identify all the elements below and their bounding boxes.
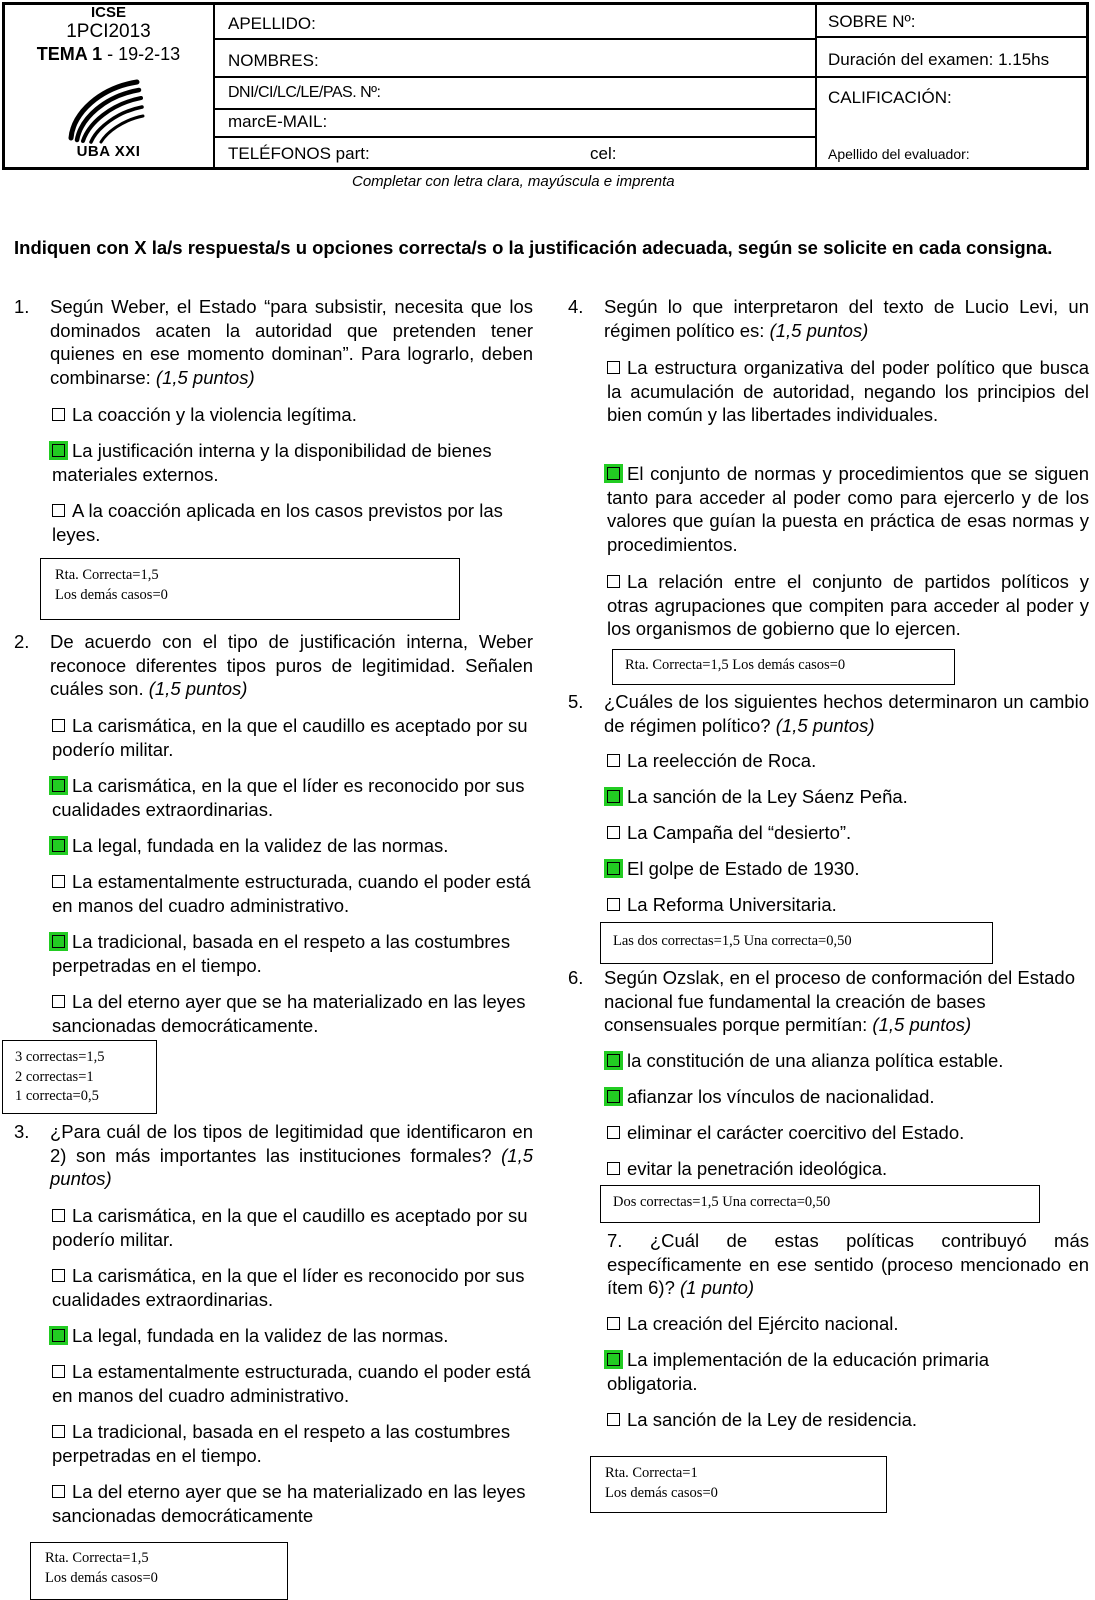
field-cel[interactable]: cel: [590, 144, 617, 163]
question-points: (1,5 puntos) [148, 678, 248, 699]
checkbox[interactable] [52, 1209, 65, 1222]
option[interactable]: La creación del Ejército nacional. [607, 1312, 1089, 1336]
option[interactable]: La Reforma Universitaria. [607, 893, 1089, 917]
option[interactable]: La legal, fundada en la validez de las normas. [52, 834, 532, 858]
question-7 [607, 1229, 1089, 1300]
question-stem: 7. ¿Cuál de estas políticas contribuyó más específicamente en ese sentido (proceso mencionado en ítem 6)? (1 punto) [607, 1230, 1089, 1298]
question-number: 3. [14, 1121, 30, 1142]
option[interactable]: La sanción de la Ley de residencia. [607, 1408, 1089, 1432]
field-apellido[interactable]: APELLIDO: [228, 14, 316, 33]
question-5 [568, 690, 1089, 737]
option[interactable]: A la coacción aplicada en los casos previstos por las leyes. [52, 500, 503, 545]
question-number: 4. [568, 296, 584, 317]
option[interactable]: La del eterno ayer que se ha materializado en las leyes sancionadas democráticamente [52, 1481, 526, 1526]
exam-code: 1PCI2013 [66, 21, 151, 42]
score-box: Rta. Correcta=1 Los demás casos=0 [590, 1456, 887, 1513]
instructions: Indiquen con X la/s respuesta/s u opciones correcta/s o la justificación adecuada, según se solicite en cada consigna. [14, 237, 1053, 258]
option[interactable]: La carismática, en la que el líder es reconocido por sus cualidades extraordinarias. [52, 775, 525, 820]
checkbox[interactable] [52, 875, 65, 888]
checkbox[interactable] [52, 1269, 65, 1282]
question-3 [14, 1120, 533, 1191]
option[interactable]: La sanción de la Ley Sáenz Peña. [607, 785, 1089, 809]
checkbox-checked[interactable] [607, 467, 620, 480]
checkbox[interactable] [607, 1162, 620, 1175]
question-1 [14, 295, 533, 389]
option[interactable]: El conjunto de normas y procedimientos que se siguen tanto para acceder al poder como para ejercerlo y de los valores que guían la puesta en práctica de esas normas y procedimientos. [607, 463, 1089, 555]
question-number: 2. [14, 631, 30, 652]
checkbox[interactable] [52, 1365, 65, 1378]
checkbox[interactable] [52, 1425, 65, 1438]
checkbox[interactable] [607, 826, 620, 839]
option[interactable]: La tradicional, basada en el respeto a las costumbres perpetradas en el tiempo. [52, 931, 511, 976]
question-stem: ¿Para cuál de los tipos de legitimidad que identificaron en 2) son más importantes las instituciones formales? (1,5 puntos) [50, 1121, 534, 1189]
checkbox-checked[interactable] [52, 1329, 65, 1342]
question-points: (1,5 puntos) [50, 1144, 534, 1189]
header-divider-right [815, 2, 817, 170]
exam-id-block [4, 5, 213, 65]
option[interactable]: La implementación de la educación primaria obligatoria. [607, 1349, 989, 1394]
header-subtitle: Completar con letra clara, mayúscula e imprenta [352, 173, 675, 190]
exam-duration: Duración del examen: 1.15hs [828, 50, 1050, 69]
score-box: Las dos correctas=1,5 Una correcta=0,50 [600, 922, 993, 964]
option[interactable]: La coacción y la violencia legítima. [52, 403, 532, 427]
question-points: (1 punto) [680, 1277, 755, 1298]
field-evaluador[interactable]: Apellido del evaluador: [828, 146, 970, 162]
question-number: 7. [607, 1230, 623, 1251]
checkbox[interactable] [607, 361, 620, 374]
option[interactable]: La carismática, en la que el líder es reconocido por sus cualidades extraordinarias. [52, 1265, 525, 1310]
tema-label: TEMA 1 [36, 44, 103, 64]
option[interactable]: La relación entre el conjunto de partidos políticos y otras agrupaciones que compiten para acceder al poder y los organismos de gobierno que lo ejercen. [607, 571, 1089, 639]
option[interactable]: La carismática, en la que el caudillo es aceptado por su poderío militar. [52, 1205, 528, 1250]
checkbox-checked[interactable] [607, 1054, 620, 1067]
option[interactable]: evitar la penetración ideológica. [607, 1157, 1089, 1181]
field-telefonos[interactable]: TELÉFONOS part: [228, 144, 370, 163]
option[interactable]: eliminar el carácter coercitivo del Estado. [607, 1121, 1089, 1145]
option[interactable]: La estamentalmente estructurada, cuando el poder está en manos del cuadro administrativo. [52, 1361, 531, 1406]
tema-date: - 19-2-13 [107, 44, 181, 64]
checkbox-checked[interactable] [607, 862, 620, 875]
checkbox[interactable] [607, 1413, 620, 1426]
checkbox-checked[interactable] [52, 839, 65, 852]
option[interactable]: afianzar los vínculos de nacionalidad. [607, 1085, 1089, 1109]
checkbox[interactable] [607, 1317, 620, 1330]
score-box: Rta. Correcta=1,5 Los demás casos=0 [612, 649, 955, 685]
field-sobre[interactable]: SOBRE Nº: [828, 12, 916, 31]
checkbox[interactable] [52, 995, 65, 1008]
option[interactable]: La justificación interna y la disponibilidad de bienes materiales externos. [52, 440, 492, 485]
option[interactable]: la constitución de una alianza política estable. [607, 1049, 1089, 1073]
checkbox[interactable] [607, 754, 620, 767]
checkbox[interactable] [607, 898, 620, 911]
checkbox-checked[interactable] [52, 779, 65, 792]
question-4 [568, 295, 1089, 342]
question-2 [14, 630, 533, 701]
question-stem: Según Weber, el Estado “para subsistir, necesita que los dominados acaten la autoridad que pretenden tener quienes en ese momento dominan”. Para lograrlo, deben combinarse: (1,5 puntos) [50, 296, 533, 388]
tema-line [4, 43, 213, 65]
header-divider-left [213, 2, 215, 170]
question-stem: ¿Cuáles de los siguientes hechos determinaron un cambio de régimen político? (1,5 puntos) [604, 691, 1089, 736]
question-number: 6. [568, 967, 584, 988]
checkbox[interactable] [607, 575, 620, 588]
checkbox[interactable] [52, 719, 65, 732]
option[interactable]: La legal, fundada en la validez de las normas. [52, 1324, 532, 1348]
score-box: Dos correctas=1,5 Una correcta=0,50 [600, 1185, 1040, 1223]
field-nombres[interactable]: NOMBRES: [228, 51, 319, 70]
field-calificacion[interactable]: CALIFICACIÓN: [828, 88, 952, 107]
question-points: (1,5 puntos) [155, 366, 255, 388]
option[interactable]: La reelección de Roca. [607, 749, 1089, 773]
checkbox-checked[interactable] [607, 790, 620, 803]
option[interactable]: La estamentalmente estructurada, cuando el poder está en manos del cuadro administrativo. [52, 871, 531, 916]
score-box: 3 correctas=1,5 2 correctas=1 1 correcta=0,5 [2, 1040, 157, 1114]
field-dni[interactable]: DNI/CI/LC/LE/PAS. Nº: [228, 84, 381, 101]
option[interactable]: La del eterno ayer que se ha materializado en las leyes sancionadas democráticamente. [52, 991, 526, 1036]
option[interactable]: El golpe de Estado de 1930. [607, 857, 1089, 881]
checkbox[interactable] [52, 504, 65, 517]
checkbox-checked[interactable] [52, 444, 65, 457]
checkbox[interactable] [52, 1485, 65, 1498]
checkbox[interactable] [52, 408, 65, 421]
option[interactable]: La tradicional, basada en el respeto a las costumbres perpetradas en el tiempo. [52, 1421, 511, 1466]
score-box: Rta. Correcta=1,5 Los demás casos=0 [40, 558, 460, 620]
checkbox-checked[interactable] [607, 1090, 620, 1103]
field-email[interactable]: marcE-MAIL: [228, 112, 328, 131]
checkbox-checked[interactable] [52, 935, 65, 948]
uba-xxi-logo-icon [65, 78, 145, 144]
question-points: (1,5 puntos) [872, 1014, 972, 1035]
option[interactable]: La estructura organizativa del poder político que busca la acumulación de autoridad, negando los principios del bien común y las libertades individuales. [607, 357, 1089, 425]
option[interactable]: La carismática, en la que el caudillo es aceptado por su poderío militar. [52, 715, 528, 760]
institution-name: ICSE [90, 4, 126, 21]
option[interactable]: La Campaña del “desierto”. [607, 821, 1089, 845]
checkbox-checked[interactable] [607, 1353, 620, 1366]
score-box: Rta. Correcta=1,5 Los demás casos=0 [30, 1542, 288, 1600]
question-number: 1. [14, 296, 30, 317]
question-points: (1,5 puntos) [775, 714, 875, 736]
question-points: (1,5 puntos) [769, 319, 869, 341]
question-number: 5. [568, 691, 584, 712]
question-stem: De acuerdo con el tipo de justificación interna, Weber reconoce diferentes tipos puros de legitimidad. Señalen cuáles son. (1,5 puntos) [50, 631, 533, 699]
question-6 [568, 966, 1089, 1037]
question-stem: Según lo que interpretaron del texto de Lucio Levi, un régimen político es: (1,5 puntos) [604, 296, 1089, 341]
question-stem: Según Ozslak, en el proceso de conformación del Estado nacional fue fundamental la creación de bases consensuales porque permitían: (1,5 puntos) [604, 967, 1076, 1035]
checkbox[interactable] [607, 1126, 620, 1139]
logo-caption: UBA XXI [76, 143, 141, 160]
